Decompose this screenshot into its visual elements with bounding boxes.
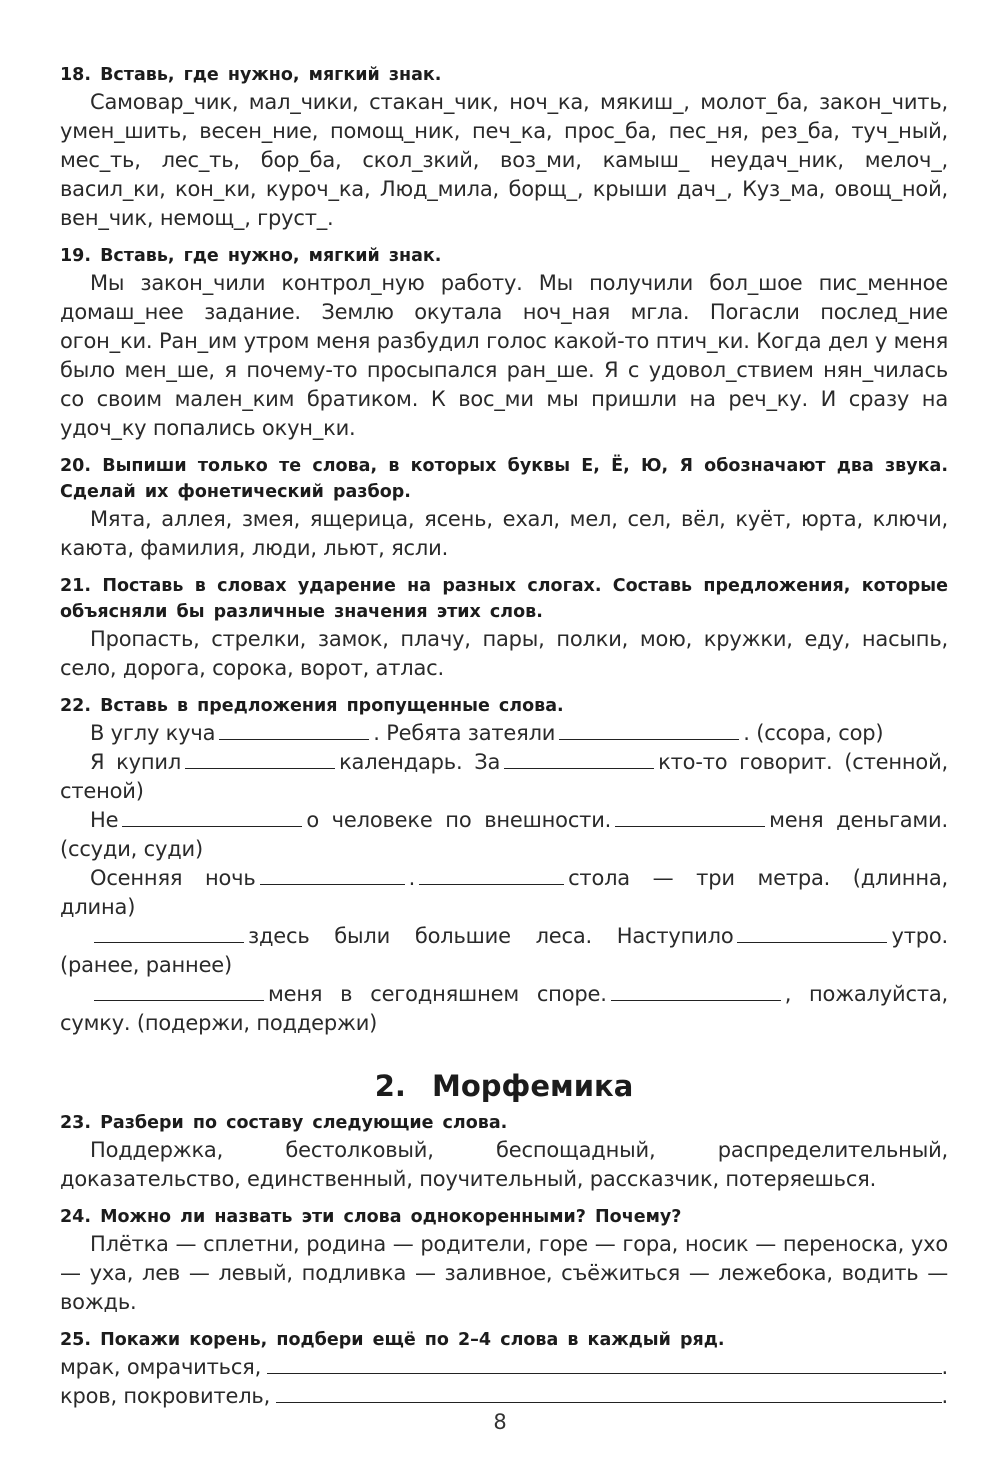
row-end: . (941, 1384, 948, 1408)
sentence-text: . (ссора, сор) (743, 721, 884, 745)
sentence-text: В углу куча (90, 721, 216, 745)
answer-blank[interactable] (615, 808, 765, 827)
task-24-title: 24. Можно ли назвать эти слова однокоренными? Почему? (60, 1207, 682, 1227)
task-23 (60, 1110, 948, 1194)
answer-blank[interactable] (559, 721, 739, 740)
task-24-text: Плётка — сплетни, родина — родители, горе — гора, носик — переноска, ухо — уха, лев — левый, подливка — заливное, съёжиться — лежебока, водить — вождь. (60, 1232, 948, 1314)
task-19 (60, 243, 948, 443)
row-words: мрак, омрачиться, (60, 1355, 262, 1379)
answer-blank[interactable] (419, 866, 564, 885)
answer-blank[interactable] (94, 924, 244, 943)
sentence-text: Не (90, 808, 119, 832)
sentence-text: о человеке по внешности. (306, 808, 612, 832)
task-21-title: 21. Поставь в словах ударение на разных слогах. Составь предложения, которые объясняли бы различные значения этих слов. (60, 576, 948, 622)
answer-blank[interactable] (94, 982, 264, 1001)
section-heading: 2. Морфемика (374, 1069, 634, 1103)
task-21 (60, 573, 948, 683)
sentence-text: календарь. За (339, 750, 501, 774)
task-25-title: 25. Покажи корень, подбери ещё по 2–4 слова в каждый ряд. (60, 1330, 725, 1350)
task-21-text: Пропасть, стрелки, замок, плачу, пары, полки, мою, кружки, еду, насыпь, село, дорога, сорока, ворот, атлас. (60, 627, 948, 680)
task-20-title: 20. Выпиши только те слова, в которых буквы Е, Ё, Ю, Я обозначают два звука. Сделай их фонетический разбор. (60, 456, 948, 502)
task-22-sentence-6 (60, 980, 948, 1038)
answer-blank[interactable] (122, 808, 302, 827)
task-18-text: Самовар_чик, мал_чики, стакан_чик, ноч_ка, мякиш_, молот_ба, закон_чить, умен_шить, весен_ние, помощ_ник, печ_ка, прос_ба, пес_ня, рез_ба, туч_ный, мес_ть, лес_ть, бор_ба, скол_зкий, воз_ми, камыш_ неудач_ник, мелоч_, васил_ки, кон_ки, куроч_ка, Люд_мила, борщ_, крыши дач_, Куз_ма, овощ_ной, вен_чик, немощ_, груст_. (60, 90, 948, 230)
answer-blank[interactable] (504, 750, 654, 769)
sentence-text: Я купил (90, 750, 182, 774)
sentence-text: , пожалуйста, сумку. (подержи, поддержи) (60, 982, 949, 1035)
task-20-text: Мята, аллея, змея, ящерица, ясень, ехал, мел, сел, вёл, куёт, юрта, ключи, каюта, фамилия, люди, льют, ясли. (60, 507, 948, 560)
task-25-row-1 (60, 1353, 948, 1382)
sentence-text: здесь были большие леса. Наступило (248, 924, 734, 948)
task-18 (60, 62, 948, 233)
answer-blank[interactable] (260, 866, 405, 885)
task-22-sentence-1 (60, 719, 948, 748)
sentence-text: меня в сегодняшнем споре. (268, 982, 607, 1006)
task-22-sentence-4 (60, 864, 948, 922)
sentence-text: . (408, 866, 416, 890)
task-25-row-2 (60, 1382, 948, 1411)
task-24 (60, 1204, 948, 1317)
sentence-text: кто-то говорит. (стенной, стеной) (60, 750, 949, 803)
task-22 (60, 693, 948, 1038)
answer-blank[interactable] (185, 750, 335, 769)
answer-line[interactable] (276, 1384, 941, 1403)
task-19-title: 19. Вставь, где нужно, мягкий знак. (60, 246, 442, 266)
sentence-text: утро. (ранее, раннее) (60, 924, 948, 977)
row-end: . (941, 1355, 948, 1379)
sentence-text: стола — три метра. (длинна, длина) (60, 866, 948, 919)
task-22-title: 22. Вставь в предложения пропущенные слова. (60, 696, 564, 716)
sentence-text: . Ребята затеяли (373, 721, 556, 745)
task-22-sentence-5 (60, 922, 948, 980)
answer-blank[interactable] (737, 924, 887, 943)
task-20 (60, 453, 948, 563)
task-22-sentence-3 (60, 806, 948, 864)
task-22-sentence-2 (60, 748, 948, 806)
page-number: 8 (493, 1410, 507, 1434)
task-23-title: 23. Разбери по составу следующие слова. (60, 1113, 508, 1133)
answer-line[interactable] (267, 1355, 941, 1374)
page-content (60, 62, 948, 1421)
sentence-text: Осенняя ночь (90, 866, 256, 890)
answer-blank[interactable] (611, 982, 781, 1001)
row-words: кров, покровитель, (60, 1384, 271, 1408)
task-19-text: Мы закон_чили контрол_ную работу. Мы получили бол_шое пис_менное домаш_нее задание. Землю окутала ноч_ная мгла. Погасли послед_ние огон_ки. Ран_им утром меня разбудил голос какой-то птич_ки. Когда дел у меня было мен_ше, я почему-то просыпался ран_ше. Я с удовол_ствием нян_чилась со своим мален_ким братиком. К вос_ми мы пришли на реч_ку. И сразу на удоч_ку попались окун_ки. (60, 271, 948, 440)
answer-blank[interactable] (219, 721, 369, 740)
sentence-text: меня деньгами. (ссуди, суди) (60, 808, 948, 861)
task-25 (60, 1327, 948, 1411)
task-18-title: 18. Вставь, где нужно, мягкий знак. (60, 65, 442, 85)
task-23-text: Поддержка, бестолковый, беспощадный, распределительный, доказательство, единственный, поучительный, рассказчик, потеряешься. (60, 1138, 948, 1191)
